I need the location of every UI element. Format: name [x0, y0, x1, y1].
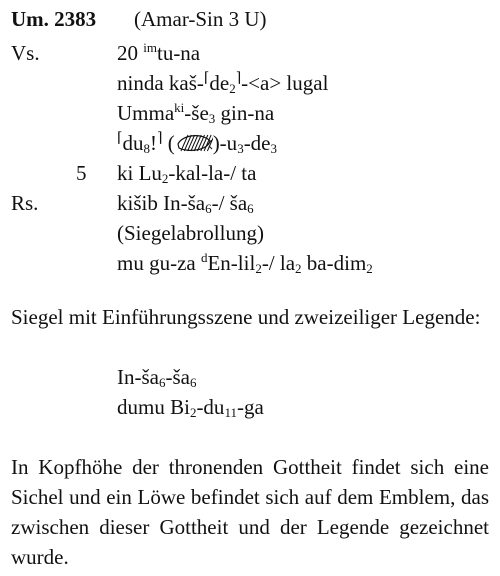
transliteration-line: [0, 128, 500, 158]
line-text: [117, 98, 274, 128]
text-fragment: )-u: [212, 131, 238, 155]
tablet-side-label: Vs.: [11, 41, 40, 65]
subscript-index: 3: [208, 111, 216, 126]
subscript-index: 11: [224, 405, 237, 420]
legend-line: [0, 362, 500, 392]
line-text: [117, 128, 277, 158]
tablet-date: (Amar-Sin 3 U): [134, 7, 267, 31]
determinative: ki: [174, 100, 185, 115]
text-fragment: En-lil: [207, 251, 256, 275]
legend-line: [0, 392, 500, 422]
text-fragment: -/ la: [261, 251, 296, 275]
subscript-index: 2: [161, 171, 169, 186]
text-fragment: -du: [196, 395, 225, 419]
line-text: [117, 158, 256, 188]
subscript-index: 6: [205, 201, 212, 216]
damage-bracket: ⌈: [117, 131, 123, 146]
legend-text: [117, 392, 264, 422]
transliteration-line: [0, 38, 500, 68]
text-fragment: dumu Bi: [117, 395, 190, 419]
transliteration-line: [0, 68, 500, 98]
text-fragment: ba-dim: [301, 251, 367, 275]
transliteration-line: [0, 158, 500, 188]
transliteration-line: [0, 188, 500, 218]
damage-bracket: ⌉: [156, 131, 163, 146]
text-fragment: -/ ša: [211, 191, 248, 215]
text-fragment: ki Lu: [117, 161, 162, 185]
seal-intro: Siegel mit Einführungsszene und zweizeiliger Legende:: [11, 305, 481, 329]
text-fragment: de: [209, 71, 230, 95]
text-fragment: ninda kaš-: [117, 71, 204, 95]
text-fragment: gin-na: [215, 101, 275, 125]
legend-text: [117, 362, 196, 392]
text-fragment: tu-na: [156, 41, 201, 65]
subscript-index: 6: [158, 375, 166, 390]
subscript-index: 6: [247, 201, 254, 216]
tablet-reference: Um. 2383: [11, 7, 97, 31]
damage-bracket: ⌉: [235, 71, 242, 86]
determinative: im: [143, 40, 157, 55]
transliteration-line: [0, 248, 500, 278]
line-text: [117, 188, 254, 218]
text-fragment: 20: [117, 41, 144, 65]
hatched-broken-sign-icon: [175, 132, 213, 154]
line-text: [117, 38, 200, 68]
text-fragment: -de: [243, 131, 271, 155]
determinative: d: [200, 250, 208, 265]
tablet-side-label: Rs.: [11, 191, 39, 215]
text-fragment: -ša: [165, 365, 190, 389]
text-fragment: In-ša: [117, 365, 159, 389]
line-text: [117, 68, 328, 98]
text-fragment: -še: [184, 101, 209, 125]
text-fragment: kišib In-ša: [117, 191, 206, 215]
subscript-index: 3: [237, 141, 244, 156]
subscript-index: 2: [229, 81, 236, 96]
line-number: 5: [76, 161, 87, 185]
line-text: [117, 248, 373, 278]
subscript-index: 2: [189, 405, 197, 420]
seal-description: In Kopfhöhe der thronenden Gottheit findet sich eine Sichel und ein Löwe befindet sich auf dem Emblem, das zwischen dieser Gottheit und der Legende gezeichnet wurde.: [11, 455, 489, 569]
text-fragment: Umma: [117, 101, 175, 125]
text-fragment: (Siegelabrollung): [117, 221, 264, 245]
transliteration-line: [0, 218, 500, 248]
subscript-index: 6: [189, 375, 197, 390]
text-fragment: -ga: [236, 395, 264, 419]
text-fragment: -<a> lugal: [241, 71, 329, 95]
subscript-index: 3: [270, 141, 278, 156]
transliteration-line: [0, 98, 500, 128]
subscript-index: 2: [366, 261, 373, 276]
subscript-index: 2: [255, 261, 262, 276]
text-header: [0, 4, 500, 34]
subscript-index: 8: [143, 141, 150, 156]
line-text: [117, 218, 264, 248]
text-fragment: mu gu-za: [117, 251, 201, 275]
text-fragment: !: [149, 131, 157, 155]
subscript-index: 2: [295, 261, 302, 276]
damage-bracket: ⌈: [203, 71, 210, 86]
text-fragment: -kal-la-/ ta: [168, 161, 257, 185]
text-fragment: (: [162, 131, 175, 155]
text-fragment: du: [122, 131, 144, 155]
